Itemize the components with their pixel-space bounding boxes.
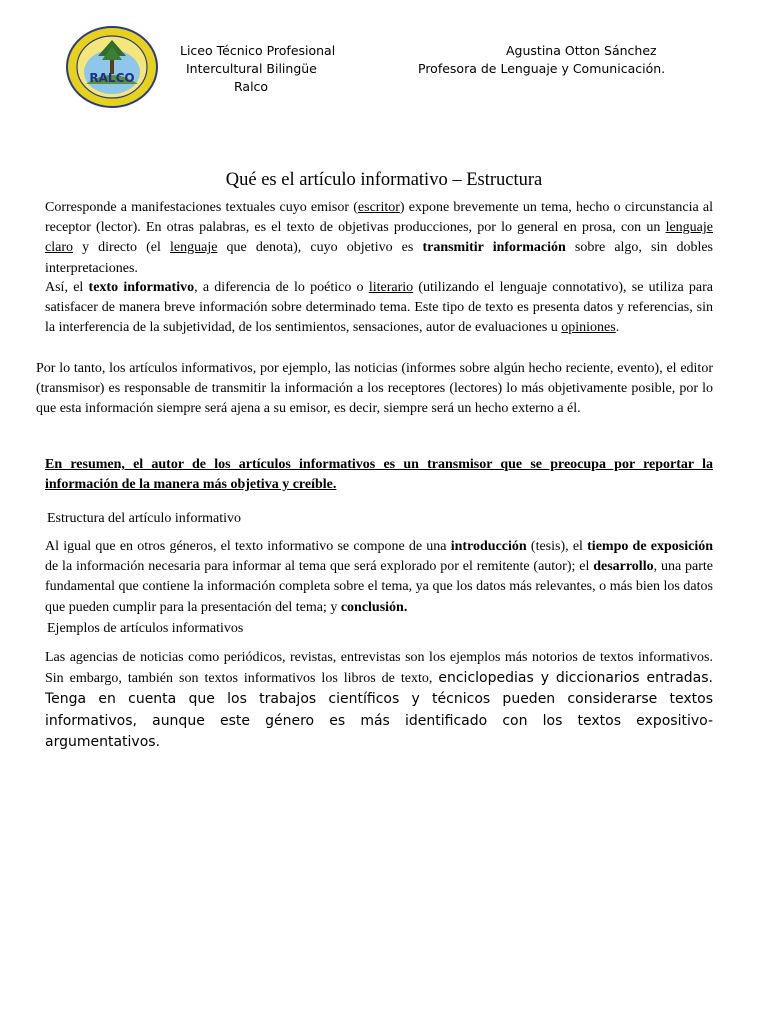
examples-heading: Ejemplos de artículos informativos: [47, 621, 244, 636]
link-literario[interactable]: literario: [368, 280, 414, 295]
p4-text-a: Al igual que en otros géneros, el texto informativo se compone de una: [45, 539, 451, 554]
p2-text-c: , a diferencia de lo poético o: [194, 280, 369, 295]
link-escritor[interactable]: escritor: [357, 200, 400, 215]
p2-bold-texto-informativo: texto informativo: [88, 280, 195, 295]
school-line-1: Liceo Técnico Profesional: [180, 43, 336, 58]
teacher-name: Agustina Otton Sánchez: [506, 43, 657, 58]
p4-text-g: , una parte fundamental que contiene la información completa sobre el tema, ya que los datos más relevantes, o más bien los datos que pueden cumplir para la presentación del tema; y: [45, 559, 713, 615]
link-lenguaje[interactable]: lenguaje: [170, 240, 218, 256]
structure-heading: Estructura del artículo informativo: [47, 511, 241, 526]
school-name-block: [180, 42, 350, 96]
teacher-block: [410, 42, 680, 78]
p1-text-g: que denota), cuyo objetivo es: [217, 240, 423, 256]
paragraph-structure: [45, 537, 713, 618]
p2-text-e: (utilizando el lenguaje connotativo), se utiliza para satisfacer de manera breve información sobre determinado tema. Este tipo de texto es presenta datos y referencias, sin la interferencia de la subjetividad, de los sentimientos, sensaciones, autor de evaluaciones u: [45, 280, 714, 336]
p1-text-e: y directo (el: [72, 240, 170, 256]
document-title: Qué es el artículo informativo – Estructura: [225, 170, 543, 190]
summary-paragraph: [45, 455, 713, 495]
p1-bold-transmitir: transmitir información: [422, 240, 566, 256]
summary-text: En resumen, el autor de los artículos informativos es un transmisor que se preocupa por reportar la información de la manera más objetiva y creíble.: [45, 457, 713, 493]
p5-text-b: enciclopedias y diccionarios entradas. Tenga en cuenta que los trabajos científicos y técnicos pueden considerarse textos informativos, aunque este género es más identificado con los textos expositivo-argumentativos.: [45, 670, 713, 750]
paragraph-examples: [45, 648, 713, 753]
p4-text-c: (tesis), el: [526, 539, 588, 554]
p4-bold-tiempo-exposicion: tiempo de exposición: [587, 539, 713, 554]
p1-text-i: sobre algo, sin dobles interpretaciones.: [45, 240, 714, 276]
p1-text-c: ) expone brevemente un tema, hecho o circunstancia al receptor (lector). En otras palabras, es el texto de objetivas producciones, por lo general en prosa, con un: [45, 200, 713, 236]
link-opiniones[interactable]: opiniones: [561, 320, 616, 336]
p4-text-e: de la información necesaria para informar al tema que será explorado por el remitente (autor); el: [45, 559, 594, 575]
p2-text-g: .: [615, 320, 620, 336]
link-lenguaje-claro[interactable]: lenguaje claro: [45, 220, 713, 256]
paragraph-text-informativo: [45, 278, 713, 339]
p5-text-a: Las agencias de noticias como periódicos, revistas, entrevistas son los ejemplos más notorios de textos informativos. Sin embargo, también son textos informativos los libros de texto,: [45, 650, 713, 687]
school-line-3: Ralco: [234, 79, 269, 94]
paragraph-definition: [45, 198, 713, 279]
school-line-2: Intercultural Bilingüe: [186, 61, 317, 76]
paragraph-por-lo-tanto: Por lo tanto, los artículos informativos, por ejemplo, las noticias (informes sobre algún hecho reciente, evento), el editor (transmisor) es responsable de transmitir la información a los receptores (lectores) lo más objetivamente posible, por lo que esta información siempre será ajena a su emisor, es decir, siempre será un hecho externo a él.: [36, 361, 713, 417]
logo-text: RALCO: [89, 71, 135, 85]
p4-bold-conclusion: conclusión.: [340, 599, 408, 615]
p4-bold-introduccion: introducción: [450, 539, 527, 554]
p1-text-a: Corresponde a manifestaciones textuales cuyo emisor (: [45, 200, 358, 215]
school-logo: [66, 26, 158, 108]
p4-bold-desarrollo: desarrollo: [593, 559, 654, 575]
p2-text-a: Así, el: [45, 280, 89, 295]
teacher-role: Profesora de Lenguaje y Comunicación.: [418, 61, 666, 76]
